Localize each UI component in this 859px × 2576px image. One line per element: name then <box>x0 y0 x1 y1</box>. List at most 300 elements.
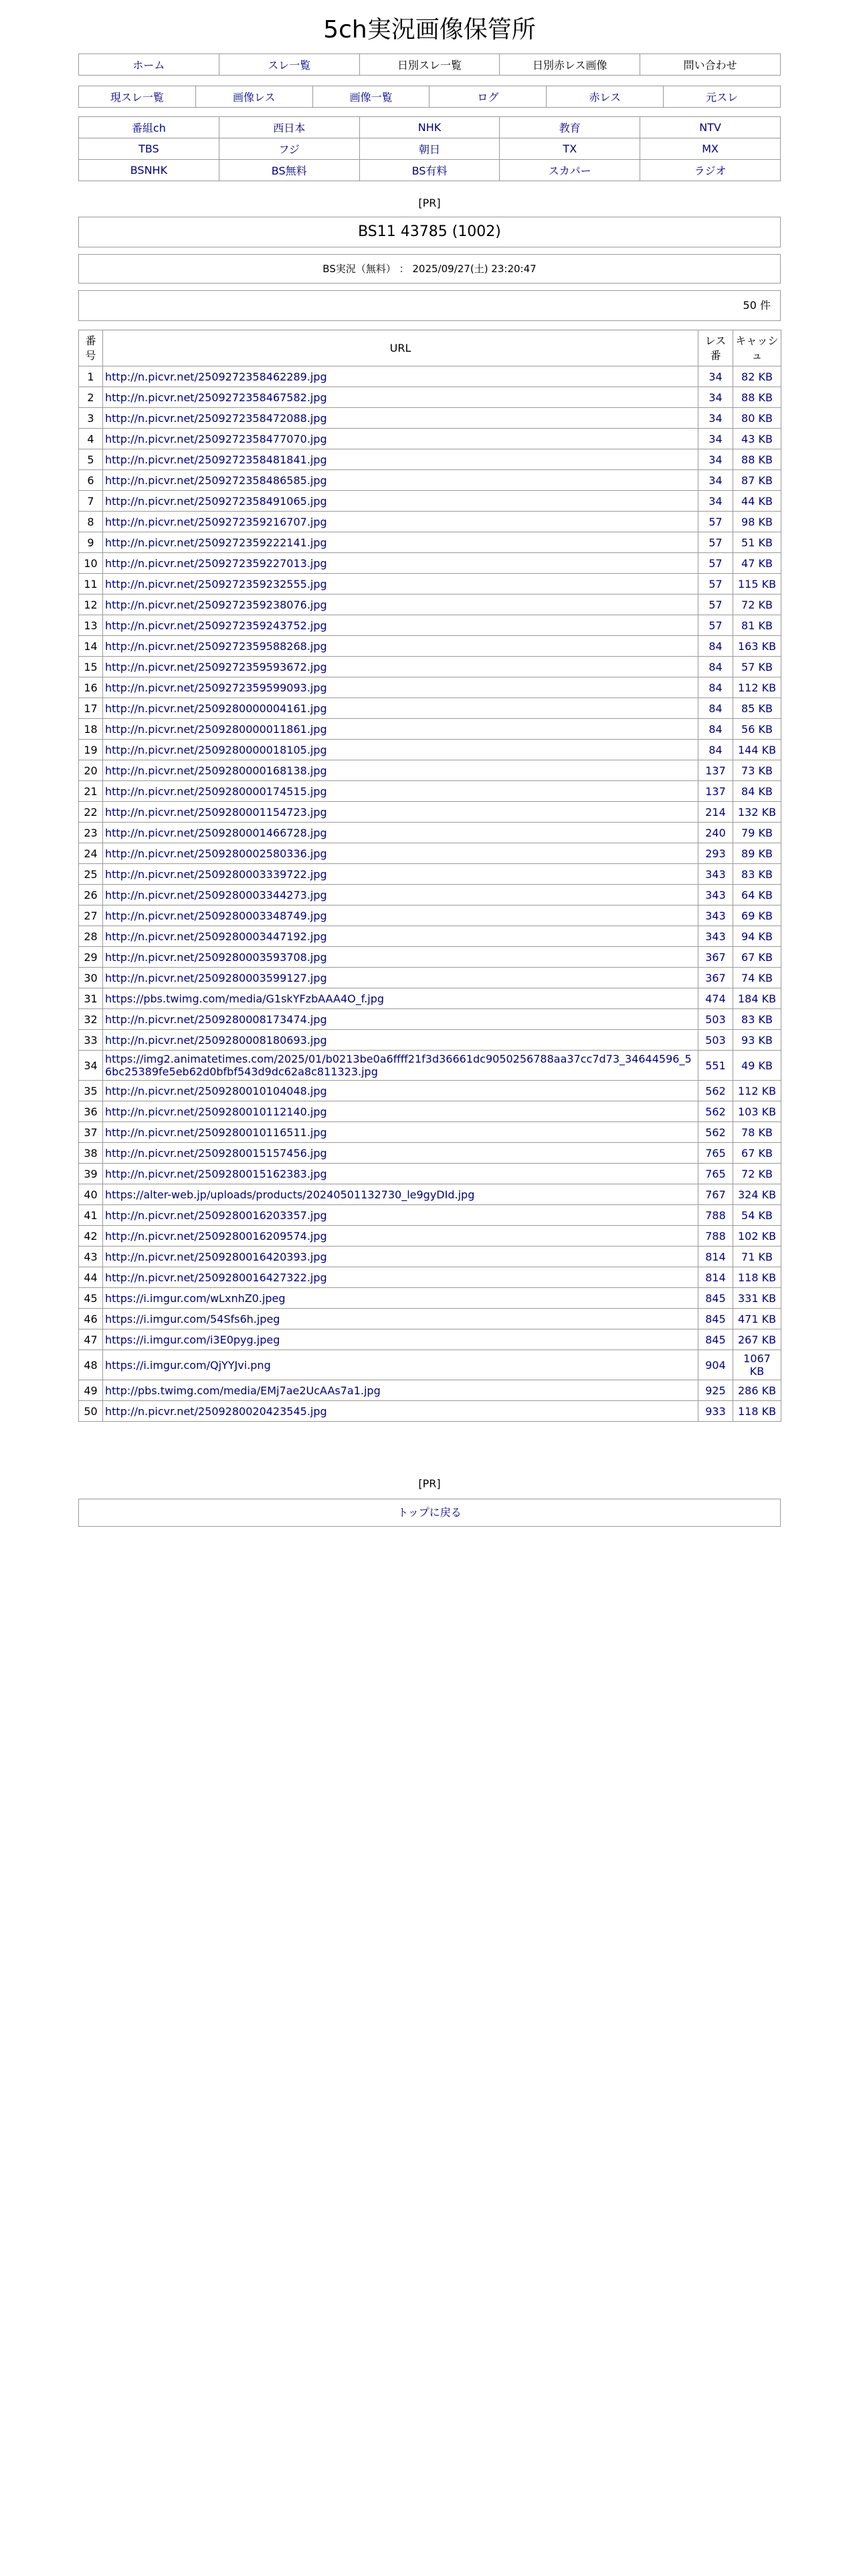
row-url[interactable]: https://img2.animatetimes.com/2025/01/b0213be0a6ffff21f3d36661dc9050256788aa37cc7d73_34644596_56bc25389fe5eb62d0bfbf543d9dc62a8c811323.jpg <box>105 1053 692 1078</box>
row-url-cell[interactable] <box>103 905 698 926</box>
row-res-number[interactable]: 933 <box>705 1404 726 1418</box>
row-cache-size-cell[interactable] <box>733 1143 781 1164</box>
row-cache-size-cell[interactable] <box>733 1030 781 1051</box>
row-cache-size-cell[interactable] <box>733 1226 781 1247</box>
row-url[interactable]: http://n.picvr.net/2509280016203357.jpg <box>105 1208 327 1222</box>
row-res-number[interactable]: 845 <box>705 1291 726 1305</box>
row-cache-size[interactable]: 102 KB <box>737 1229 777 1243</box>
row-url[interactable]: https://i.imgur.com/i3E0pyg.jpeg <box>105 1333 280 1346</box>
row-cache-size[interactable]: 184 KB <box>737 992 777 1005</box>
row-res-number-cell[interactable] <box>698 1184 733 1205</box>
row-cache-size[interactable]: 1067 KB <box>743 1352 771 1378</box>
row-res-number-cell[interactable] <box>698 1350 733 1380</box>
row-url-cell[interactable] <box>103 1009 698 1030</box>
row-cache-size-cell[interactable] <box>733 574 781 595</box>
row-cache-size-cell[interactable] <box>733 595 781 615</box>
row-cache-size[interactable]: 85 KB <box>741 702 773 715</box>
row-res-number-cell[interactable] <box>698 677 733 698</box>
row-res-number-cell[interactable] <box>698 698 733 719</box>
row-url[interactable]: http://n.picvr.net/2509280015162383.jpg <box>105 1167 327 1180</box>
row-res-number-cell[interactable] <box>698 1081 733 1101</box>
row-url-cell[interactable] <box>103 968 698 988</box>
row-url-cell[interactable] <box>103 740 698 760</box>
row-res-number[interactable]: 293 <box>705 847 726 860</box>
log-link[interactable]: ログ <box>477 91 499 104</box>
row-res-number[interactable]: 767 <box>705 1188 726 1201</box>
row-cache-size-cell[interactable] <box>733 1401 781 1422</box>
row-res-number[interactable]: 788 <box>705 1208 726 1222</box>
row-res-number[interactable]: 57 <box>708 556 723 570</box>
row-res-number[interactable]: 84 <box>708 660 723 673</box>
row-res-number[interactable]: 503 <box>705 1012 726 1026</box>
row-url[interactable]: http://n.picvr.net/2509280016209574.jpg <box>105 1229 327 1243</box>
channel-link[interactable]: 西日本 <box>273 122 306 134</box>
row-url-cell[interactable] <box>103 1226 698 1247</box>
current-threads-link[interactable]: 現スレ一覧 <box>110 91 164 104</box>
row-url[interactable]: http://n.picvr.net/2509272359216707.jpg <box>105 515 327 528</box>
row-cache-size-cell[interactable] <box>733 553 781 574</box>
back-to-top-link[interactable]: トップに戻る <box>397 1506 462 1519</box>
row-res-number[interactable]: 814 <box>705 1250 726 1263</box>
row-cache-size[interactable]: 56 KB <box>741 722 773 736</box>
row-res-number-cell[interactable] <box>698 947 733 968</box>
row-cache-size[interactable]: 83 KB <box>741 867 773 881</box>
row-url-cell[interactable] <box>103 926 698 947</box>
row-cache-size-cell[interactable] <box>733 366 781 387</box>
row-cache-size[interactable]: 103 KB <box>737 1105 777 1118</box>
row-url-cell[interactable] <box>103 1267 698 1288</box>
row-cache-size[interactable]: 64 KB <box>741 888 773 901</box>
row-cache-size[interactable]: 44 KB <box>741 494 773 508</box>
row-res-number-cell[interactable] <box>698 885 733 905</box>
row-res-number-cell[interactable] <box>698 781 733 802</box>
row-cache-size-cell[interactable] <box>733 1329 781 1350</box>
row-cache-size[interactable]: 80 KB <box>741 411 773 425</box>
row-url[interactable]: http://n.picvr.net/2509280000168138.jpg <box>105 764 327 777</box>
row-cache-size[interactable]: 93 KB <box>741 1033 773 1047</box>
row-cache-size[interactable]: 71 KB <box>741 1250 773 1263</box>
row-cache-size-cell[interactable] <box>733 512 781 532</box>
row-cache-size[interactable]: 144 KB <box>737 743 777 756</box>
row-url[interactable]: http://n.picvr.net/2509280000004161.jpg <box>105 702 327 715</box>
row-url[interactable]: http://n.picvr.net/2509272358472088.jpg <box>105 411 327 425</box>
row-cache-size-cell[interactable] <box>733 449 781 470</box>
row-cache-size-cell[interactable] <box>733 988 781 1009</box>
row-url[interactable]: http://n.picvr.net/2509280001466728.jpg <box>105 826 327 839</box>
row-cache-size-cell[interactable] <box>733 470 781 491</box>
row-cache-size[interactable]: 81 KB <box>741 619 773 632</box>
row-res-number-cell[interactable] <box>698 366 733 387</box>
row-res-number-cell[interactable] <box>698 719 733 740</box>
row-cache-size-cell[interactable] <box>733 1350 781 1380</box>
row-res-number[interactable]: 503 <box>705 1033 726 1047</box>
row-res-number-cell[interactable] <box>698 1051 733 1081</box>
row-res-number[interactable]: 34 <box>708 494 723 508</box>
channel-item[interactable] <box>359 138 500 160</box>
row-url[interactable]: http://n.picvr.net/2509280008180693.jpg <box>105 1033 327 1047</box>
row-res-number[interactable]: 562 <box>705 1105 726 1118</box>
row-url-cell[interactable] <box>103 1184 698 1205</box>
row-cache-size-cell[interactable] <box>733 408 781 429</box>
nav-home[interactable] <box>79 54 219 76</box>
row-res-number-cell[interactable] <box>698 1329 733 1350</box>
channel-link[interactable]: スカパー <box>548 165 591 177</box>
channel-link[interactable]: 教育 <box>559 122 581 134</box>
row-res-number[interactable]: 84 <box>708 681 723 694</box>
channel-link[interactable]: フジ <box>278 143 300 156</box>
row-cache-size[interactable]: 49 KB <box>741 1059 773 1072</box>
row-cache-size-cell[interactable] <box>733 615 781 636</box>
row-url[interactable]: http://n.picvr.net/2509272359593672.jpg <box>105 660 327 673</box>
channel-item[interactable] <box>640 138 781 160</box>
row-cache-size-cell[interactable] <box>733 1101 781 1122</box>
row-cache-size[interactable]: 115 KB <box>737 577 777 591</box>
row-cache-size-cell[interactable] <box>733 864 781 885</box>
channel-link[interactable]: BSNHK <box>130 164 168 177</box>
row-cache-size[interactable]: 69 KB <box>741 909 773 922</box>
row-res-number[interactable]: 788 <box>705 1229 726 1243</box>
row-cache-size[interactable]: 324 KB <box>737 1188 777 1201</box>
row-res-number-cell[interactable] <box>698 843 733 864</box>
row-cache-size-cell[interactable] <box>733 1309 781 1329</box>
row-url-cell[interactable] <box>103 657 698 677</box>
row-url[interactable]: http://n.picvr.net/2509280003348749.jpg <box>105 909 327 922</box>
row-res-number[interactable]: 34 <box>708 453 723 466</box>
row-cache-size[interactable]: 54 KB <box>741 1208 773 1222</box>
row-url[interactable]: http://n.picvr.net/2509280020423545.jpg <box>105 1404 327 1418</box>
row-url-cell[interactable] <box>103 864 698 885</box>
row-res-number[interactable]: 34 <box>708 432 723 445</box>
row-cache-size-cell[interactable] <box>733 1081 781 1101</box>
row-url-cell[interactable] <box>103 1309 698 1329</box>
thread-nav-original-thread[interactable] <box>664 86 781 108</box>
row-res-number-cell[interactable] <box>698 1267 733 1288</box>
row-res-number-cell[interactable] <box>698 470 733 491</box>
row-cache-size[interactable]: 67 KB <box>741 950 773 964</box>
image-list-link[interactable]: 画像一覧 <box>349 91 393 104</box>
row-res-number[interactable]: 367 <box>705 971 726 984</box>
row-res-number-cell[interactable] <box>698 512 733 532</box>
row-cache-size-cell[interactable] <box>733 1267 781 1288</box>
row-cache-size[interactable]: 84 KB <box>741 784 773 798</box>
row-url-cell[interactable] <box>103 1143 698 1164</box>
row-url-cell[interactable] <box>103 719 698 740</box>
row-cache-size-cell[interactable] <box>733 885 781 905</box>
thread-nav-log[interactable] <box>430 86 547 108</box>
row-res-number-cell[interactable] <box>698 1247 733 1267</box>
channel-link[interactable]: TX <box>563 142 577 155</box>
row-cache-size-cell[interactable] <box>733 1051 781 1081</box>
row-cache-size[interactable]: 47 KB <box>741 556 773 570</box>
channel-link[interactable]: TBS <box>138 142 159 155</box>
row-res-number[interactable]: 765 <box>705 1167 726 1180</box>
row-cache-size-cell[interactable] <box>733 1009 781 1030</box>
row-res-number-cell[interactable] <box>698 926 733 947</box>
row-url[interactable]: http://n.picvr.net/2509280000011861.jpg <box>105 722 327 736</box>
row-res-number[interactable]: 814 <box>705 1271 726 1284</box>
row-url[interactable]: http://n.picvr.net/2509272359599093.jpg <box>105 681 327 694</box>
row-url-cell[interactable] <box>103 885 698 905</box>
row-url-cell[interactable] <box>103 408 698 429</box>
row-cache-size[interactable]: 78 KB <box>741 1125 773 1139</box>
channel-item[interactable] <box>640 117 781 138</box>
original-thread-link[interactable]: 元スレ <box>706 91 739 104</box>
row-cache-size-cell[interactable] <box>733 698 781 719</box>
row-url-cell[interactable] <box>103 1030 698 1051</box>
nav-home-link[interactable]: ホーム <box>132 59 165 72</box>
row-res-number-cell[interactable] <box>698 1009 733 1030</box>
row-res-number[interactable]: 34 <box>708 411 723 425</box>
row-url[interactable]: https://alter-web.jp/uploads/products/20240501132730_le9gyDId.jpg <box>105 1188 475 1201</box>
row-url-cell[interactable] <box>103 1101 698 1122</box>
thread-nav-red-res[interactable] <box>547 86 664 108</box>
row-res-number-cell[interactable] <box>698 740 733 760</box>
row-url-cell[interactable] <box>103 1205 698 1226</box>
row-url-cell[interactable] <box>103 574 698 595</box>
row-res-number-cell[interactable] <box>698 1288 733 1309</box>
row-cache-size[interactable]: 94 KB <box>741 930 773 943</box>
row-cache-size-cell[interactable] <box>733 1288 781 1309</box>
channel-item[interactable] <box>219 160 359 181</box>
row-res-number[interactable]: 343 <box>705 909 726 922</box>
channel-item[interactable] <box>640 160 781 181</box>
row-url[interactable]: http://n.picvr.net/2509280008173474.jpg <box>105 1012 327 1026</box>
row-url[interactable]: https://i.imgur.com/54Sfs6h.jpeg <box>105 1312 280 1325</box>
row-url-cell[interactable] <box>103 615 698 636</box>
image-res-link[interactable]: 画像レス <box>232 91 276 104</box>
row-cache-size-cell[interactable] <box>733 1380 781 1401</box>
row-cache-size-cell[interactable] <box>733 926 781 947</box>
row-cache-size-cell[interactable] <box>733 677 781 698</box>
row-url[interactable]: http://n.picvr.net/2509272359222141.jpg <box>105 536 327 549</box>
row-url[interactable]: http://n.picvr.net/2509280016420393.jpg <box>105 1250 327 1263</box>
row-cache-size-cell[interactable] <box>733 1247 781 1267</box>
row-url-cell[interactable] <box>103 823 698 843</box>
row-res-number-cell[interactable] <box>698 429 733 449</box>
row-res-number[interactable]: 925 <box>705 1384 726 1397</box>
row-res-number-cell[interactable] <box>698 988 733 1009</box>
row-url[interactable]: http://n.picvr.net/2509280000018105.jpg <box>105 743 327 756</box>
nav-thread-list-link[interactable]: スレ一覧 <box>268 59 311 72</box>
row-res-number-cell[interactable] <box>698 1205 733 1226</box>
channel-item[interactable] <box>219 117 359 138</box>
row-res-number[interactable]: 240 <box>705 826 726 839</box>
row-url-cell[interactable] <box>103 491 698 512</box>
row-url[interactable]: https://i.imgur.com/QjYYJvi.png <box>105 1358 271 1372</box>
row-cache-size[interactable]: 57 KB <box>741 660 773 673</box>
row-res-number-cell[interactable] <box>698 532 733 553</box>
row-cache-size-cell[interactable] <box>733 905 781 926</box>
row-url[interactable]: http://n.picvr.net/2509272358486585.jpg <box>105 473 327 487</box>
row-cache-size-cell[interactable] <box>733 491 781 512</box>
row-url[interactable]: http://n.picvr.net/2509280010116511.jpg <box>105 1125 327 1139</box>
row-url-cell[interactable] <box>103 387 698 408</box>
nav-thread-list[interactable] <box>219 54 359 76</box>
row-url-cell[interactable] <box>103 698 698 719</box>
row-res-number[interactable]: 57 <box>708 598 723 611</box>
row-cache-size-cell[interactable] <box>733 740 781 760</box>
row-url-cell[interactable] <box>103 1288 698 1309</box>
row-cache-size[interactable]: 83 KB <box>741 1012 773 1026</box>
row-res-number[interactable]: 57 <box>708 619 723 632</box>
row-url[interactable]: http://n.picvr.net/2509280016427322.jpg <box>105 1271 327 1284</box>
row-cache-size[interactable]: 87 KB <box>741 473 773 487</box>
row-cache-size-cell[interactable] <box>733 843 781 864</box>
row-url[interactable]: http://n.picvr.net/2509272359238076.jpg <box>105 598 327 611</box>
row-cache-size[interactable]: 79 KB <box>741 826 773 839</box>
row-cache-size-cell[interactable] <box>733 719 781 740</box>
row-cache-size[interactable]: 132 KB <box>737 805 777 819</box>
row-cache-size[interactable]: 88 KB <box>741 453 773 466</box>
row-res-number[interactable]: 343 <box>705 867 726 881</box>
row-url-cell[interactable] <box>103 449 698 470</box>
row-res-number[interactable]: 214 <box>705 805 726 819</box>
row-url[interactable]: http://n.picvr.net/2509280003447192.jpg <box>105 930 327 943</box>
row-res-number-cell[interactable] <box>698 636 733 657</box>
row-url[interactable]: http://n.picvr.net/2509272358491065.jpg <box>105 494 327 508</box>
row-url-cell[interactable] <box>103 366 698 387</box>
row-cache-size-cell[interactable] <box>733 802 781 823</box>
row-cache-size[interactable]: 98 KB <box>741 515 773 528</box>
row-cache-size[interactable]: 331 KB <box>737 1291 777 1305</box>
row-res-number[interactable]: 845 <box>705 1312 726 1325</box>
row-cache-size-cell[interactable] <box>733 657 781 677</box>
row-res-number[interactable]: 84 <box>708 639 723 653</box>
row-res-number[interactable]: 57 <box>708 536 723 549</box>
row-url-cell[interactable] <box>103 512 698 532</box>
row-res-number[interactable]: 34 <box>708 391 723 404</box>
row-cache-size[interactable]: 72 KB <box>741 598 773 611</box>
row-res-number-cell[interactable] <box>698 553 733 574</box>
channel-item[interactable] <box>79 117 219 138</box>
row-res-number[interactable]: 137 <box>705 784 726 798</box>
row-res-number-cell[interactable] <box>698 1122 733 1143</box>
row-cache-size-cell[interactable] <box>733 823 781 843</box>
row-url-cell[interactable] <box>103 802 698 823</box>
row-url-cell[interactable] <box>103 470 698 491</box>
row-url-cell[interactable] <box>103 947 698 968</box>
channel-link[interactable]: 朝日 <box>418 143 440 156</box>
row-res-number-cell[interactable] <box>698 1401 733 1422</box>
row-url[interactable]: http://n.picvr.net/2509280010112140.jpg <box>105 1105 327 1118</box>
row-res-number-cell[interactable] <box>698 1030 733 1051</box>
row-res-number-cell[interactable] <box>698 1143 733 1164</box>
row-url-cell[interactable] <box>103 843 698 864</box>
row-url-cell[interactable] <box>103 1247 698 1267</box>
row-res-number[interactable]: 57 <box>708 515 723 528</box>
row-res-number-cell[interactable] <box>698 823 733 843</box>
row-url-cell[interactable] <box>103 1081 698 1101</box>
row-res-number[interactable]: 562 <box>705 1084 726 1097</box>
row-res-number[interactable]: 845 <box>705 1333 726 1346</box>
red-res-link[interactable]: 赤レス <box>589 91 621 104</box>
channel-item[interactable] <box>79 138 219 160</box>
row-url-cell[interactable] <box>103 1329 698 1350</box>
row-res-number-cell[interactable] <box>698 864 733 885</box>
row-url-cell[interactable] <box>103 429 698 449</box>
row-res-number[interactable]: 474 <box>705 992 726 1005</box>
row-cache-size[interactable]: 286 KB <box>737 1384 777 1397</box>
row-cache-size[interactable]: 163 KB <box>737 639 777 653</box>
back-to-top[interactable] <box>78 1499 781 1527</box>
channel-link[interactable]: ラジオ <box>694 165 727 177</box>
row-res-number-cell[interactable] <box>698 491 733 512</box>
row-url-cell[interactable] <box>103 1164 698 1184</box>
row-cache-size-cell[interactable] <box>733 429 781 449</box>
row-url-cell[interactable] <box>103 760 698 781</box>
row-url[interactable]: http://n.picvr.net/2509272358467582.jpg <box>105 391 327 404</box>
row-url[interactable]: http://n.picvr.net/2509272359227013.jpg <box>105 556 327 570</box>
row-url-cell[interactable] <box>103 1401 698 1422</box>
row-url[interactable]: http://n.picvr.net/2509280003593708.jpg <box>105 950 327 964</box>
row-res-number-cell[interactable] <box>698 408 733 429</box>
row-res-number-cell[interactable] <box>698 1226 733 1247</box>
row-url-cell[interactable] <box>103 677 698 698</box>
row-cache-size[interactable]: 118 KB <box>737 1404 777 1418</box>
row-res-number-cell[interactable] <box>698 1380 733 1401</box>
row-res-number-cell[interactable] <box>698 449 733 470</box>
row-cache-size-cell[interactable] <box>733 1164 781 1184</box>
channel-link[interactable]: 番組ch <box>131 122 166 134</box>
row-cache-size[interactable]: 67 KB <box>741 1146 773 1160</box>
row-res-number-cell[interactable] <box>698 802 733 823</box>
channel-item[interactable] <box>219 138 359 160</box>
row-cache-size-cell[interactable] <box>733 532 781 553</box>
row-url[interactable]: http://n.picvr.net/2509272359232555.jpg <box>105 577 327 591</box>
row-res-number[interactable]: 34 <box>708 370 723 383</box>
row-url[interactable]: http://n.picvr.net/2509280003339722.jpg <box>105 867 327 881</box>
row-res-number[interactable]: 551 <box>705 1059 726 1072</box>
row-url-cell[interactable] <box>103 988 698 1009</box>
row-url-cell[interactable] <box>103 1122 698 1143</box>
row-url[interactable]: http://n.picvr.net/2509272358481841.jpg <box>105 453 327 466</box>
row-res-number[interactable]: 765 <box>705 1146 726 1160</box>
row-res-number-cell[interactable] <box>698 574 733 595</box>
row-url-cell[interactable] <box>103 595 698 615</box>
row-cache-size[interactable]: 73 KB <box>741 764 773 777</box>
row-res-number[interactable]: 84 <box>708 722 723 736</box>
row-url[interactable]: http://n.picvr.net/2509280010104048.jpg <box>105 1084 327 1097</box>
row-res-number[interactable]: 84 <box>708 743 723 756</box>
row-url-cell[interactable] <box>103 636 698 657</box>
row-url[interactable]: http://n.picvr.net/2509280003599127.jpg <box>105 971 327 984</box>
channel-item[interactable] <box>500 117 640 138</box>
row-url[interactable]: http://n.picvr.net/2509280001154723.jpg <box>105 805 327 819</box>
row-cache-size[interactable]: 74 KB <box>741 971 773 984</box>
row-url-cell[interactable] <box>103 532 698 553</box>
row-res-number-cell[interactable] <box>698 1164 733 1184</box>
channel-link[interactable]: BS有料 <box>411 165 448 177</box>
row-url-cell[interactable] <box>103 1350 698 1380</box>
thread-nav-image-list[interactable] <box>312 86 430 108</box>
row-res-number-cell[interactable] <box>698 905 733 926</box>
channel-item[interactable] <box>359 117 500 138</box>
row-res-number-cell[interactable] <box>698 657 733 677</box>
row-url[interactable]: http://n.picvr.net/2509280000174515.jpg <box>105 784 327 798</box>
row-url[interactable]: http://n.picvr.net/2509272358477070.jpg <box>105 432 327 445</box>
row-url[interactable]: http://n.picvr.net/2509280003344273.jpg <box>105 888 327 901</box>
row-cache-size-cell[interactable] <box>733 781 781 802</box>
row-cache-size[interactable]: 88 KB <box>741 391 773 404</box>
row-url[interactable]: http://n.picvr.net/2509272358462289.jpg <box>105 370 327 383</box>
row-url-cell[interactable] <box>103 1051 698 1081</box>
row-cache-size[interactable]: 118 KB <box>737 1271 777 1284</box>
row-res-number-cell[interactable] <box>698 1309 733 1329</box>
row-cache-size-cell[interactable] <box>733 1122 781 1143</box>
row-res-number-cell[interactable] <box>698 595 733 615</box>
row-url[interactable]: http://n.picvr.net/2509280002580336.jpg <box>105 847 327 860</box>
row-cache-size-cell[interactable] <box>733 760 781 781</box>
